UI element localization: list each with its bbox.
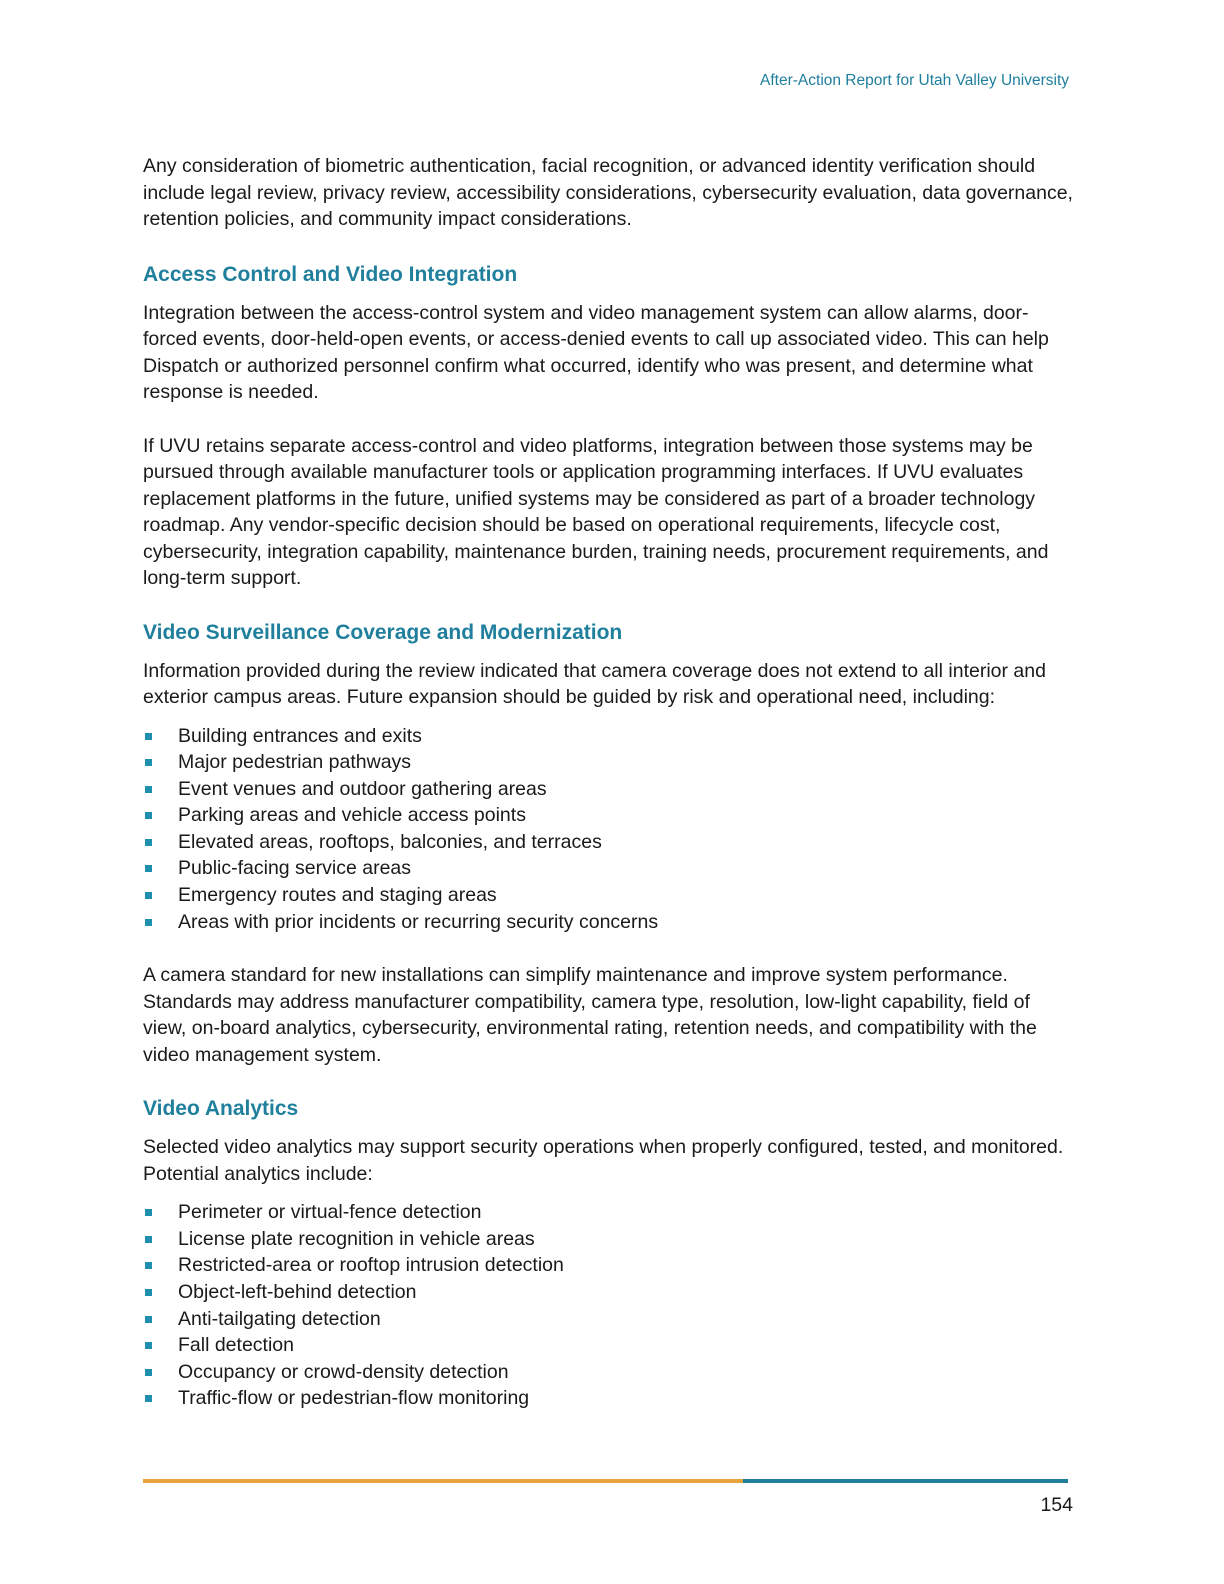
bullet-square-icon [145,1369,152,1376]
list-item [143,1252,1073,1279]
list-item [143,882,1073,909]
bullet-square-icon [145,919,152,926]
list-item-text: Occupancy or crowd-density detection [178,1360,509,1383]
running-header: After-Action Report for Utah Valley University [760,72,1069,89]
access-paragraph-2: If UVU retains separate access-control and video platforms, integration between those systems may be pursued through available manufacturer tools or application programming interfaces. If UVU evaluates replacement platforms in the future, unified systems may be considered as part of a broader technology roadmap. Any vendor-specific decision should be based on operational requirements, lifecycle cost, cybersecurity, integration capability, maintenance burden, training needs, procurement requirements, and long-term support. [143,434,1049,589]
list-item [143,1385,1073,1412]
bullet-square-icon [145,1289,152,1296]
intro-paragraph: Any consideration of biometric authentication, facial recognition, or advanced identity verification should include legal review, privacy review, accessibility considerations, cybersecurity evaluation, data governance, retention policies, and community impact considerations. [143,155,1073,230]
list-item [143,1199,1073,1226]
list-item-text: Building entrances and exits [178,724,422,747]
bullet-square-icon [145,1316,152,1323]
coverage-list [143,723,1073,936]
access-paragraph-1: Integration between the access-control system and video management system can allow alarms, door-forced events, door-held-open events, or access-denied events to call up associated video. This can help Dispatch or authorized personnel confirm what occurred, identify who was present, and determine what response is needed. [143,301,1049,403]
list-item [143,723,1073,750]
list-item-text: Public-facing service areas [178,857,412,880]
coverage-intro: Information provided during the review indicated that camera coverage does not extend to all interior and exterior campus areas. Future expansion should be guided by risk and operational need, including: [143,659,1046,708]
bullet-square-icon [145,812,152,819]
bullet-square-icon [145,1209,152,1216]
footer-rule-teal [743,1479,1068,1483]
list-item-text: Emergency routes and staging areas [178,884,497,907]
bullet-square-icon [145,1395,152,1402]
heading-video-analytics: Video Analytics [143,1097,299,1121]
list-item-text: Anti-tailgating detection [178,1307,381,1330]
bullet-square-icon [145,759,152,766]
list-item-text: Parking areas and vehicle access points [178,804,526,827]
list-item-text: Perimeter or virtual-fence detection [178,1201,482,1224]
list-item [143,855,1073,882]
list-item [143,776,1073,803]
list-item [143,829,1073,856]
bullet-square-icon [145,865,152,872]
analytics-intro: Selected video analytics may support security operations when properly configured, tested, and monitored. Potential analytics include: [143,1136,1064,1185]
list-item [143,1359,1073,1386]
list-item [143,1306,1073,1333]
bullet-square-icon [145,786,152,793]
bullet-square-icon [145,1236,152,1243]
analytics-list [143,1199,1073,1412]
page-number: 154 [1040,1494,1073,1516]
list-item-text: Traffic-flow or pedestrian-flow monitoring [178,1387,530,1410]
list-item-text: Restricted-area or rooftop intrusion detection [178,1254,564,1277]
list-item-text: Major pedestrian pathways [178,751,412,774]
page-body [143,153,1073,1412]
list-item [143,1332,1073,1359]
heading-video-coverage: Video Surveillance Coverage and Modernization [143,620,623,644]
list-item [143,909,1073,936]
list-item [143,1226,1073,1253]
list-item-text: Elevated areas, rooftops, balconies, and terraces [178,830,602,853]
footer-rule [143,1479,1068,1483]
list-item-text: Event venues and outdoor gathering areas [178,777,547,800]
list-item-text: Areas with prior incidents or recurring security concerns [178,910,659,933]
bullet-square-icon [145,839,152,846]
list-item [143,749,1073,776]
list-item [143,1279,1073,1306]
list-item-text: Fall detection [178,1334,294,1357]
list-item-text: License plate recognition in vehicle areas [178,1227,535,1250]
list-item [143,802,1073,829]
bullet-square-icon [145,892,152,899]
coverage-closing: A camera standard for new installations can simplify maintenance and improve system performance. Standards may address manufacturer compatibility, camera type, resolution, low-light capability, field of view, on-board analytics, cybersecurity, environmental rating, retention needs, and compatibility with the video management system. [143,964,1037,1066]
list-item-text: Object-left-behind detection [178,1281,417,1304]
bullet-square-icon [145,733,152,740]
bullet-square-icon [145,1342,152,1349]
heading-access-control: Access Control and Video Integration [143,262,518,286]
bullet-square-icon [145,1262,152,1269]
footer-rule-orange [143,1479,743,1483]
